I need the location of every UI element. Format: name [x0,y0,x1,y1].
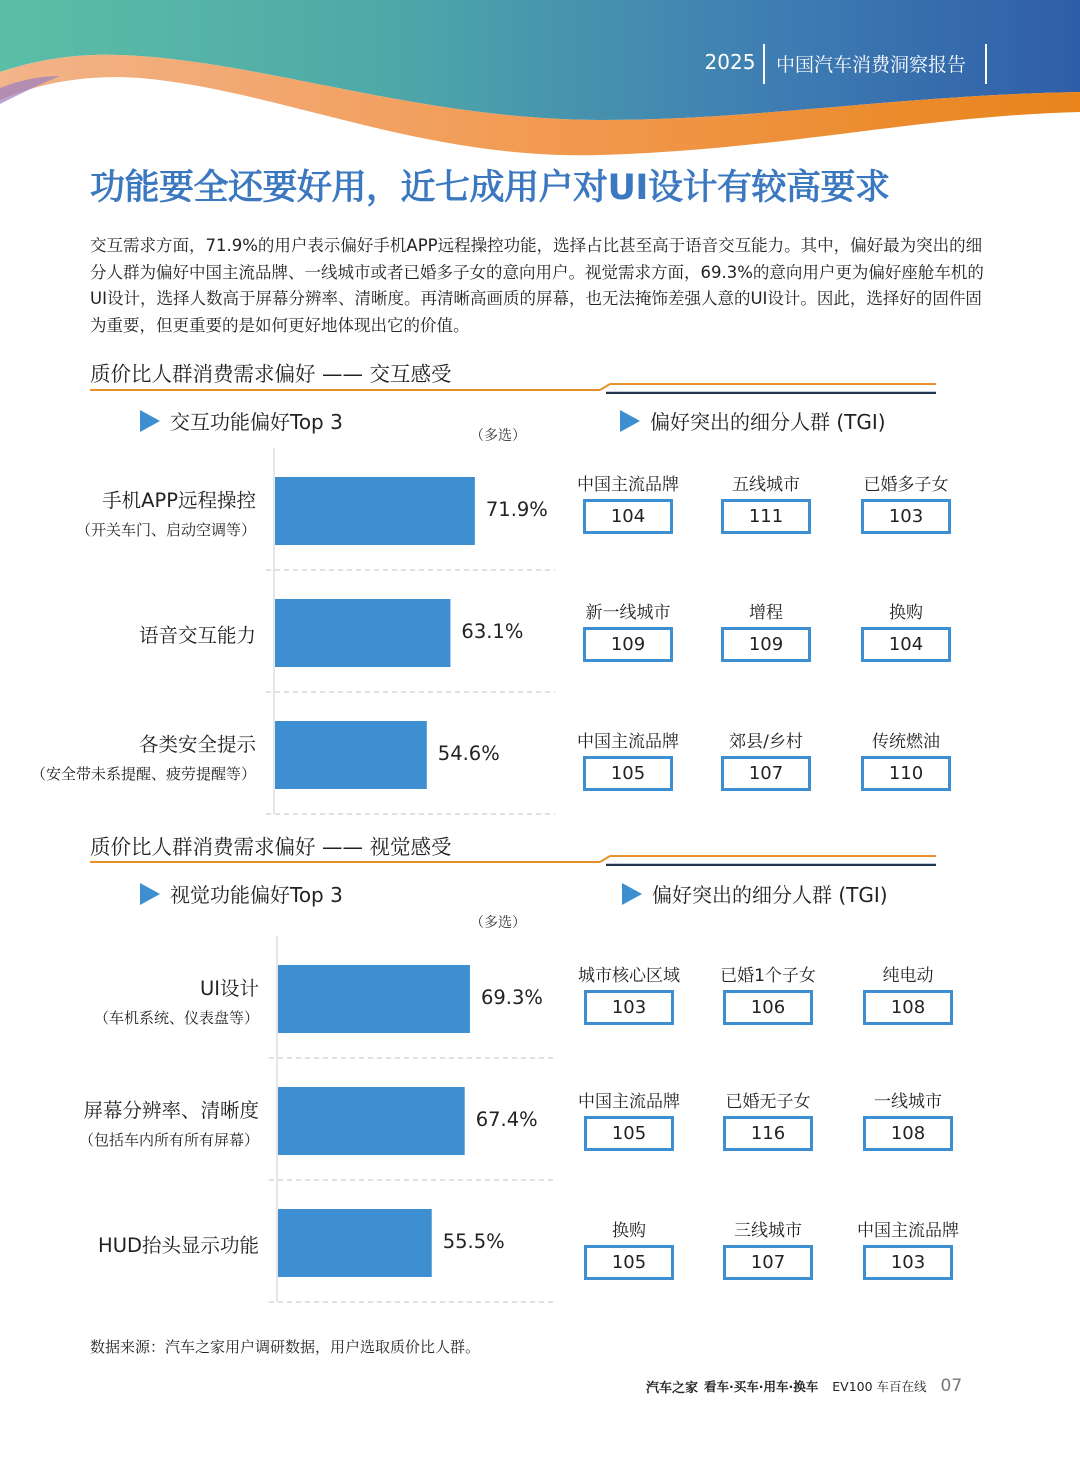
section-divider [90,380,936,394]
category-name: UI设计 [199,977,259,1000]
intro-paragraph: 交互需求方面，71.9%的用户表示偏好手机APP远程操控功能，选择占比甚至高于语音交互能力。其中，偏好最为突出的细分人群为偏好中国主流品牌、一线城市或者已婚多子女的意向用户。视觉需求方面，69.3%的意向用户更为偏好座舱车机的UI设计，选择人数高于屏幕分辨率、清晰度。再清晰高画质的屏幕，也无法掩饰差强人意的UI设计。因此，选择好的固件固为重要，但更重要的是如何更好地体现出它的价值。 [90,236,984,335]
tgi-cell [836,727,976,791]
tgi-cell [698,1087,838,1151]
category-name: 语音交互能力 [138,624,256,647]
header-divider [763,44,765,84]
tgi-value-box: 105 [584,1245,674,1280]
chart-header-visual [140,879,343,908]
category-note: （包括车内所有所有屏幕） [78,1131,259,1149]
tgi-value-box: 116 [723,1116,813,1151]
header-banner [0,0,1080,160]
multi-select-note: （多选） [470,428,526,444]
tgi-value-box: 105 [584,1116,674,1151]
triangle-bullet-icon [140,883,160,905]
footer-brand-logo: 汽车之家 [646,1380,699,1396]
bar-chart-interaction [0,448,560,818]
section-title-visual: 质价比人群消费需求偏好 —— 视觉感受 [90,835,452,859]
page-title: 功能要全还要好用，近七成用户对UI设计有较高要求 [90,168,890,208]
tgi-segment-name: 中国主流品牌 [577,732,679,752]
tgi-cell [836,598,976,662]
tgi-value-box: 107 [721,756,811,791]
category-name: 手机APP远程操控 [102,489,256,512]
tgi-value-box: 103 [584,990,674,1025]
tgi-segment-name: 已婚无子女 [725,1092,811,1112]
category-note: （安全带未系提醒、疲劳提醒等） [30,765,256,783]
category-label [139,620,256,648]
tgi-cell [696,727,836,791]
tgi-value-box: 105 [583,756,673,791]
category-name: 各类安全提示 [138,733,256,756]
tgi-cell [836,470,976,534]
page-number: 07 [940,1376,963,1396]
header-report-title: 中国汽车消费洞察报告 [776,54,967,76]
footer-ev100-logo: EV100 车百在线 [832,1379,927,1394]
header-divider [985,44,987,84]
tgi-segment-name: 郊县/乡村 [729,732,803,752]
tgi-value-box: 107 [723,1245,813,1280]
tgi-value-box: 109 [721,627,811,662]
tgi-header-visual [622,879,888,908]
tgi-segment-name: 换购 [612,1221,646,1241]
category-label [31,729,256,784]
tgi-segment-name: 一线城市 [874,1092,942,1112]
tgi-cell [559,1216,699,1280]
tgi-segment-name: 中国主流品牌 [578,1092,680,1112]
tgi-cell [838,1087,978,1151]
category-label [94,973,259,1028]
bar [278,965,470,1033]
chart-title: 视觉功能偏好Top 3 [170,883,343,907]
tgi-cell [696,598,836,662]
tgi-segment-name: 五线城市 [732,475,800,495]
triangle-bullet-icon [620,410,640,432]
bar [278,1087,465,1155]
tgi-segment-name: 纯电动 [882,966,934,986]
tgi-segment-name: 已婚多子女 [863,475,949,495]
tgi-value-box: 108 [863,990,953,1025]
category-label [79,1095,259,1150]
category-name: 屏幕分辨率、清晰度 [83,1099,259,1122]
tgi-cell [558,727,698,791]
bar-value-label: 54.6% [437,742,500,765]
multi-select-note: （多选） [470,915,526,931]
bar-value-label: 71.9% [485,498,548,521]
data-source-note: 数据来源：汽车之家用户调研数据，用户选取质价比人群。 [90,1338,481,1356]
tgi-segment-name: 中国主流品牌 [577,475,679,495]
tgi-value-box: 104 [861,627,951,662]
tgi-title: 偏好突出的细分人群 (TGI) [650,410,886,434]
triangle-bullet-icon [622,883,642,905]
footer [646,1376,962,1396]
bar-value-label: 63.1% [461,620,524,643]
section-title-interaction: 质价比人群消费需求偏好 —— 交互感受 [90,362,452,386]
tgi-cell [558,598,698,662]
section-divider [90,852,936,866]
tgi-value-box: 111 [721,499,811,534]
bar [275,599,450,667]
tgi-cell [696,470,836,534]
footer-tagline: 看车·买车·用车·换车 [704,1379,819,1394]
tgi-value-box: 103 [863,1245,953,1280]
tgi-value-box: 103 [861,499,951,534]
bar-value-label: 67.4% [475,1108,538,1131]
tgi-segment-name: 传统燃油 [872,732,940,752]
tgi-cell [838,961,978,1025]
tgi-segment-name: 新一线城市 [585,603,671,623]
tgi-cell [698,1216,838,1280]
tgi-segment-name: 城市核心区域 [578,966,680,986]
tgi-value-box: 109 [583,627,673,662]
tgi-segment-name: 增程 [749,603,783,623]
category-name: HUD抬头显示功能 [98,1234,259,1257]
chart-header-interaction [140,406,343,435]
tgi-value-box: 108 [863,1116,953,1151]
category-note: （车机系统、仪表盘等） [93,1009,259,1027]
bar-chart-visual [0,936,560,1308]
tgi-cell [559,961,699,1025]
category-note: （开关车门、启动空调等） [75,521,256,539]
tgi-value-box: 106 [723,990,813,1025]
tgi-cell [698,961,838,1025]
bar [278,1209,432,1277]
category-label [98,1230,259,1258]
tgi-cell [559,1087,699,1151]
tgi-value-box: 110 [861,756,951,791]
category-label [76,485,256,540]
chart-title: 交互功能偏好Top 3 [170,410,343,434]
bar [275,721,427,789]
tgi-segment-name: 换购 [889,603,923,623]
bar [275,477,475,545]
tgi-cell [838,1216,978,1280]
tgi-header-interaction [620,406,886,435]
tgi-segment-name: 三线城市 [734,1221,802,1241]
tgi-cell [558,470,698,534]
header-year: 2025 [704,50,756,74]
tgi-value-box: 104 [583,499,673,534]
tgi-title: 偏好突出的细分人群 (TGI) [652,883,888,907]
bar-value-label: 55.5% [442,1230,505,1253]
triangle-bullet-icon [140,410,160,432]
tgi-segment-name: 已婚1个子女 [720,966,816,986]
tgi-segment-name: 中国主流品牌 [857,1221,959,1241]
bar-value-label: 69.3% [480,986,543,1009]
